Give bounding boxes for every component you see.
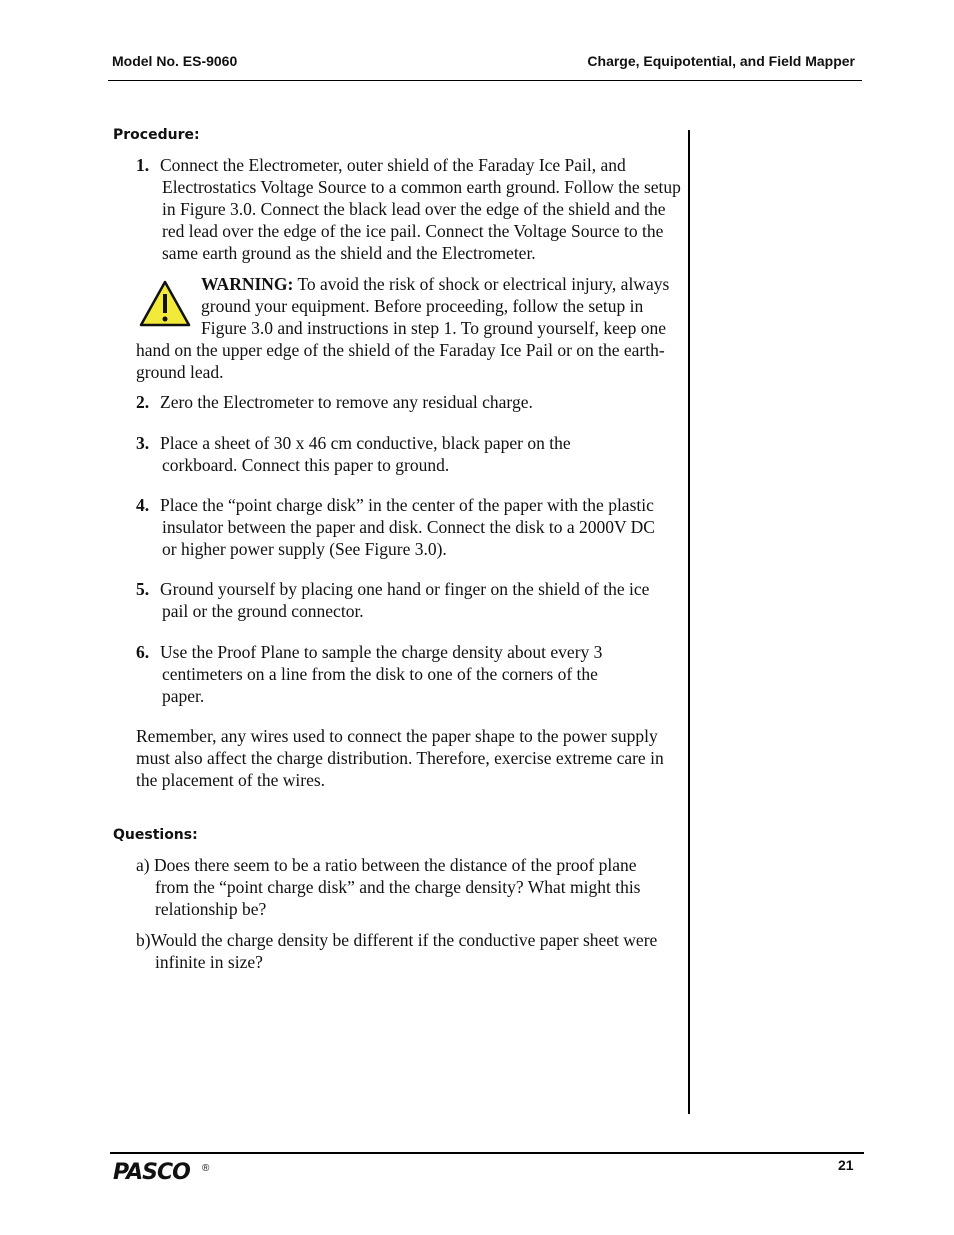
question-text: Would the charge density be different if the conductive paper sheet were infinite in size?: [150, 930, 658, 972]
header-model-number: Model No. ES-9060: [112, 53, 238, 69]
header-rule: [108, 80, 862, 81]
step-number: 6.: [136, 642, 150, 662]
header-document-title: Charge, Equipotential, and Field Mapper: [587, 53, 855, 69]
procedure-step: [136, 154, 688, 264]
question-text: Does there seem to be a ratio between the distance of the proof plane from the “point charge disk” and the charge density? What might this relationship be?: [153, 855, 641, 919]
question-label: b): [136, 930, 151, 950]
warning-text: To avoid the risk of shock or electrical injury, always ground your equipment. Before proceeding, follow the setup in Figure 3.0 and instructions in step 1. To ground yourself, keep one hand on the upper edge of the shield of the Faraday Ice Pail or on the earth-ground lead.: [136, 274, 670, 382]
question-item: [136, 854, 671, 920]
warning-label: WARNING:: [201, 274, 294, 294]
procedure-step: [136, 494, 671, 560]
procedure-step: [136, 391, 688, 413]
step-text: Ground yourself by placing one hand or finger on the shield of the ice pail or the ground connector.: [160, 579, 650, 621]
step-number: 5.: [136, 579, 150, 599]
footer-rule: [110, 1152, 864, 1154]
warning-triangle-icon: [138, 279, 192, 329]
step-text: Connect the Electrometer, outer shield of the Faraday Ice Pail, and Electrostatics Voltage Source to a common earth ground. Follow the setup in Figure 3.0. Connect the black lead over the edge of the shield and the red lead over the edge of the ice pail. Connect the Voltage Source to the same earth ground as the shield and the Electrometer.: [160, 155, 681, 263]
pasco-logo: PASCO: [113, 1160, 190, 1185]
step-number: 3.: [136, 433, 150, 453]
step-text: Place a sheet of 30 x 46 cm conductive, black paper on the corkboard. Connect this paper to ground.: [160, 433, 571, 475]
step-text: Use the Proof Plane to sample the charge density about every 3 centimeters on a line from the disk to one of the corners of the paper.: [160, 642, 603, 706]
question-item: [136, 929, 671, 973]
registered-mark: ®: [202, 1163, 210, 1174]
questions-heading: Questions:: [113, 827, 198, 843]
page-number: 21: [838, 1157, 854, 1173]
question-label: a): [136, 855, 150, 875]
step-number: 4.: [136, 495, 150, 515]
step-number: 1.: [136, 155, 150, 175]
procedure-heading: Procedure:: [113, 127, 200, 143]
column-rule: [688, 130, 690, 1114]
step-number: 2.: [136, 392, 150, 412]
warning-box: [136, 273, 681, 383]
procedure-step: [136, 641, 641, 707]
step-text: Place the “point charge disk” in the center of the paper with the plastic insulator between the paper and disk. Connect the disk to a 2000V DC or higher power supply (See Figure 3.0).: [160, 495, 655, 559]
remember-note: Remember, any wires used to connect the paper shape to the power supply must also affect the charge distribution. Therefore, exercise extreme care in the placement of the wires.: [136, 726, 664, 790]
procedure-step: [136, 578, 671, 622]
procedure-step: [136, 432, 616, 476]
step-text: Zero the Electrometer to remove any residual charge.: [160, 392, 533, 412]
